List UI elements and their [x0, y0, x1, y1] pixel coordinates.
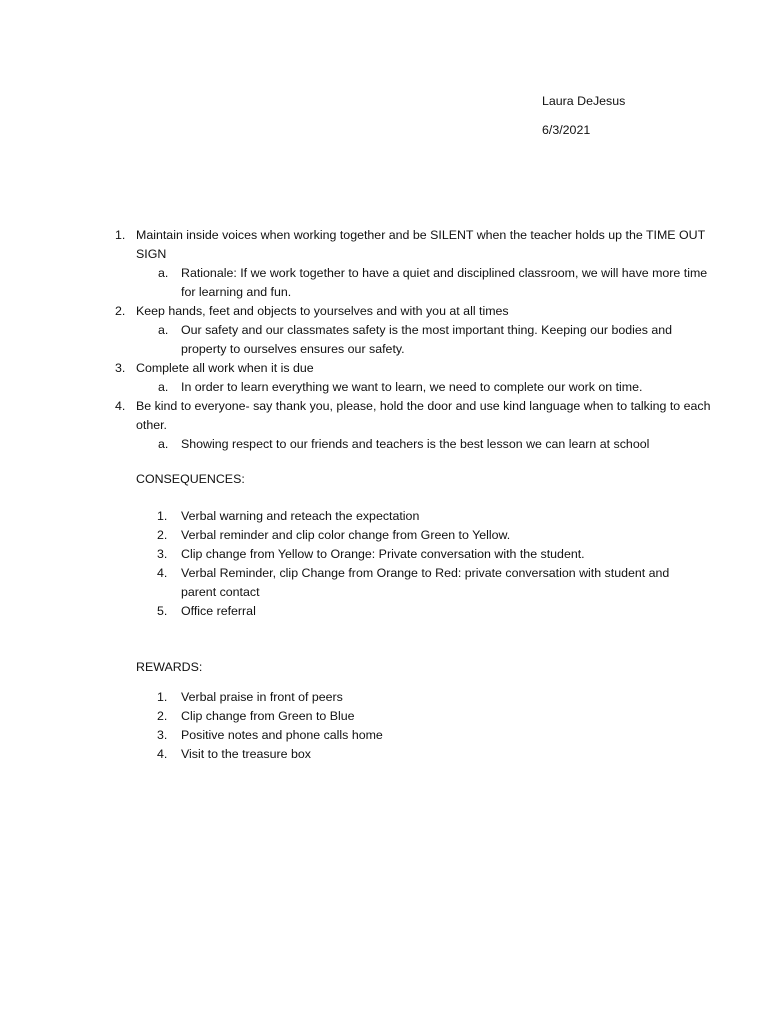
reward-number: 2.: [157, 709, 168, 723]
consequence-item: [157, 526, 677, 545]
reward-text: Clip change from Green to Blue: [181, 709, 355, 723]
rewards-heading: REWARDS:: [136, 660, 203, 674]
reward-text: Positive notes and phone calls home: [181, 728, 383, 742]
consequence-text: Verbal warning and reteach the expectation: [181, 509, 420, 523]
rule-rationale: [115, 378, 715, 397]
rule-text: Complete all work when it is due: [136, 361, 314, 375]
rule-number: 3.: [115, 361, 126, 375]
rationale-letter: a.: [158, 323, 169, 337]
rationale-text: Showing respect to our friends and teachers is the best lesson we can learn at school: [181, 437, 650, 451]
consequence-item: [157, 602, 677, 621]
consequence-number: 2.: [157, 528, 168, 542]
reward-number: 1.: [157, 690, 168, 704]
rule-item: [115, 302, 715, 321]
consequences-heading: CONSEQUENCES:: [136, 472, 245, 486]
consequence-number: 1.: [157, 509, 168, 523]
consequence-number: 5.: [157, 604, 168, 618]
rule-text: Maintain inside voices when working together and be SILENT when the teacher holds up the TIME OUT SIGN: [136, 228, 705, 261]
reward-item: [157, 745, 677, 764]
consequence-text: Office referral: [181, 604, 256, 618]
rule-number: 2.: [115, 304, 126, 318]
document-date: 6/3/2021: [542, 123, 591, 137]
reward-text: Verbal praise in front of peers: [181, 690, 343, 704]
rule-rationale: [115, 264, 715, 302]
consequences-list: [157, 507, 677, 621]
consequence-item: [157, 545, 677, 564]
rule-item: [115, 397, 715, 435]
rule-number: 1.: [115, 228, 126, 242]
rewards-list: [157, 688, 677, 764]
reward-item: [157, 707, 677, 726]
reward-item: [157, 688, 677, 707]
consequence-item: [157, 564, 677, 602]
rationale-letter: a.: [158, 437, 169, 451]
consequence-text: Clip change from Yellow to Orange: Private conversation with the student.: [181, 547, 585, 561]
reward-number: 4.: [157, 747, 168, 761]
rule-item: [115, 359, 715, 378]
reward-number: 3.: [157, 728, 168, 742]
consequence-number: 4.: [157, 566, 168, 580]
rule-number: 4.: [115, 399, 126, 413]
consequence-item: [157, 507, 677, 526]
rationale-text: Our safety and our classmates safety is the most important thing. Keeping our bodies and property to ourselves ensures our safety.: [181, 323, 673, 356]
rationale-text: Rationale: If we work together to have a quiet and disciplined classroom, we will have more time for learning and fun.: [181, 266, 708, 299]
reward-text: Visit to the treasure box: [181, 747, 311, 761]
rationale-letter: a.: [158, 266, 169, 280]
rules-list: [115, 226, 715, 454]
consequence-text: Verbal reminder and clip color change from Green to Yellow.: [181, 528, 511, 542]
rationale-text: In order to learn everything we want to learn, we need to complete our work on time.: [181, 380, 643, 394]
consequence-text: Verbal Reminder, clip Change from Orange to Red: private conversation with student and parent contact: [181, 566, 670, 599]
rule-text: Be kind to everyone- say thank you, please, hold the door and use kind language when to talking to each other.: [136, 399, 711, 432]
consequence-number: 3.: [157, 547, 168, 561]
rule-item: [115, 226, 715, 264]
rationale-letter: a.: [158, 380, 169, 394]
rule-rationale: [115, 321, 715, 359]
rule-text: Keep hands, feet and objects to yourselves and with you at all times: [136, 304, 509, 318]
rule-rationale: [115, 435, 715, 454]
author-name: Laura DeJesus: [542, 94, 626, 108]
reward-item: [157, 726, 677, 745]
